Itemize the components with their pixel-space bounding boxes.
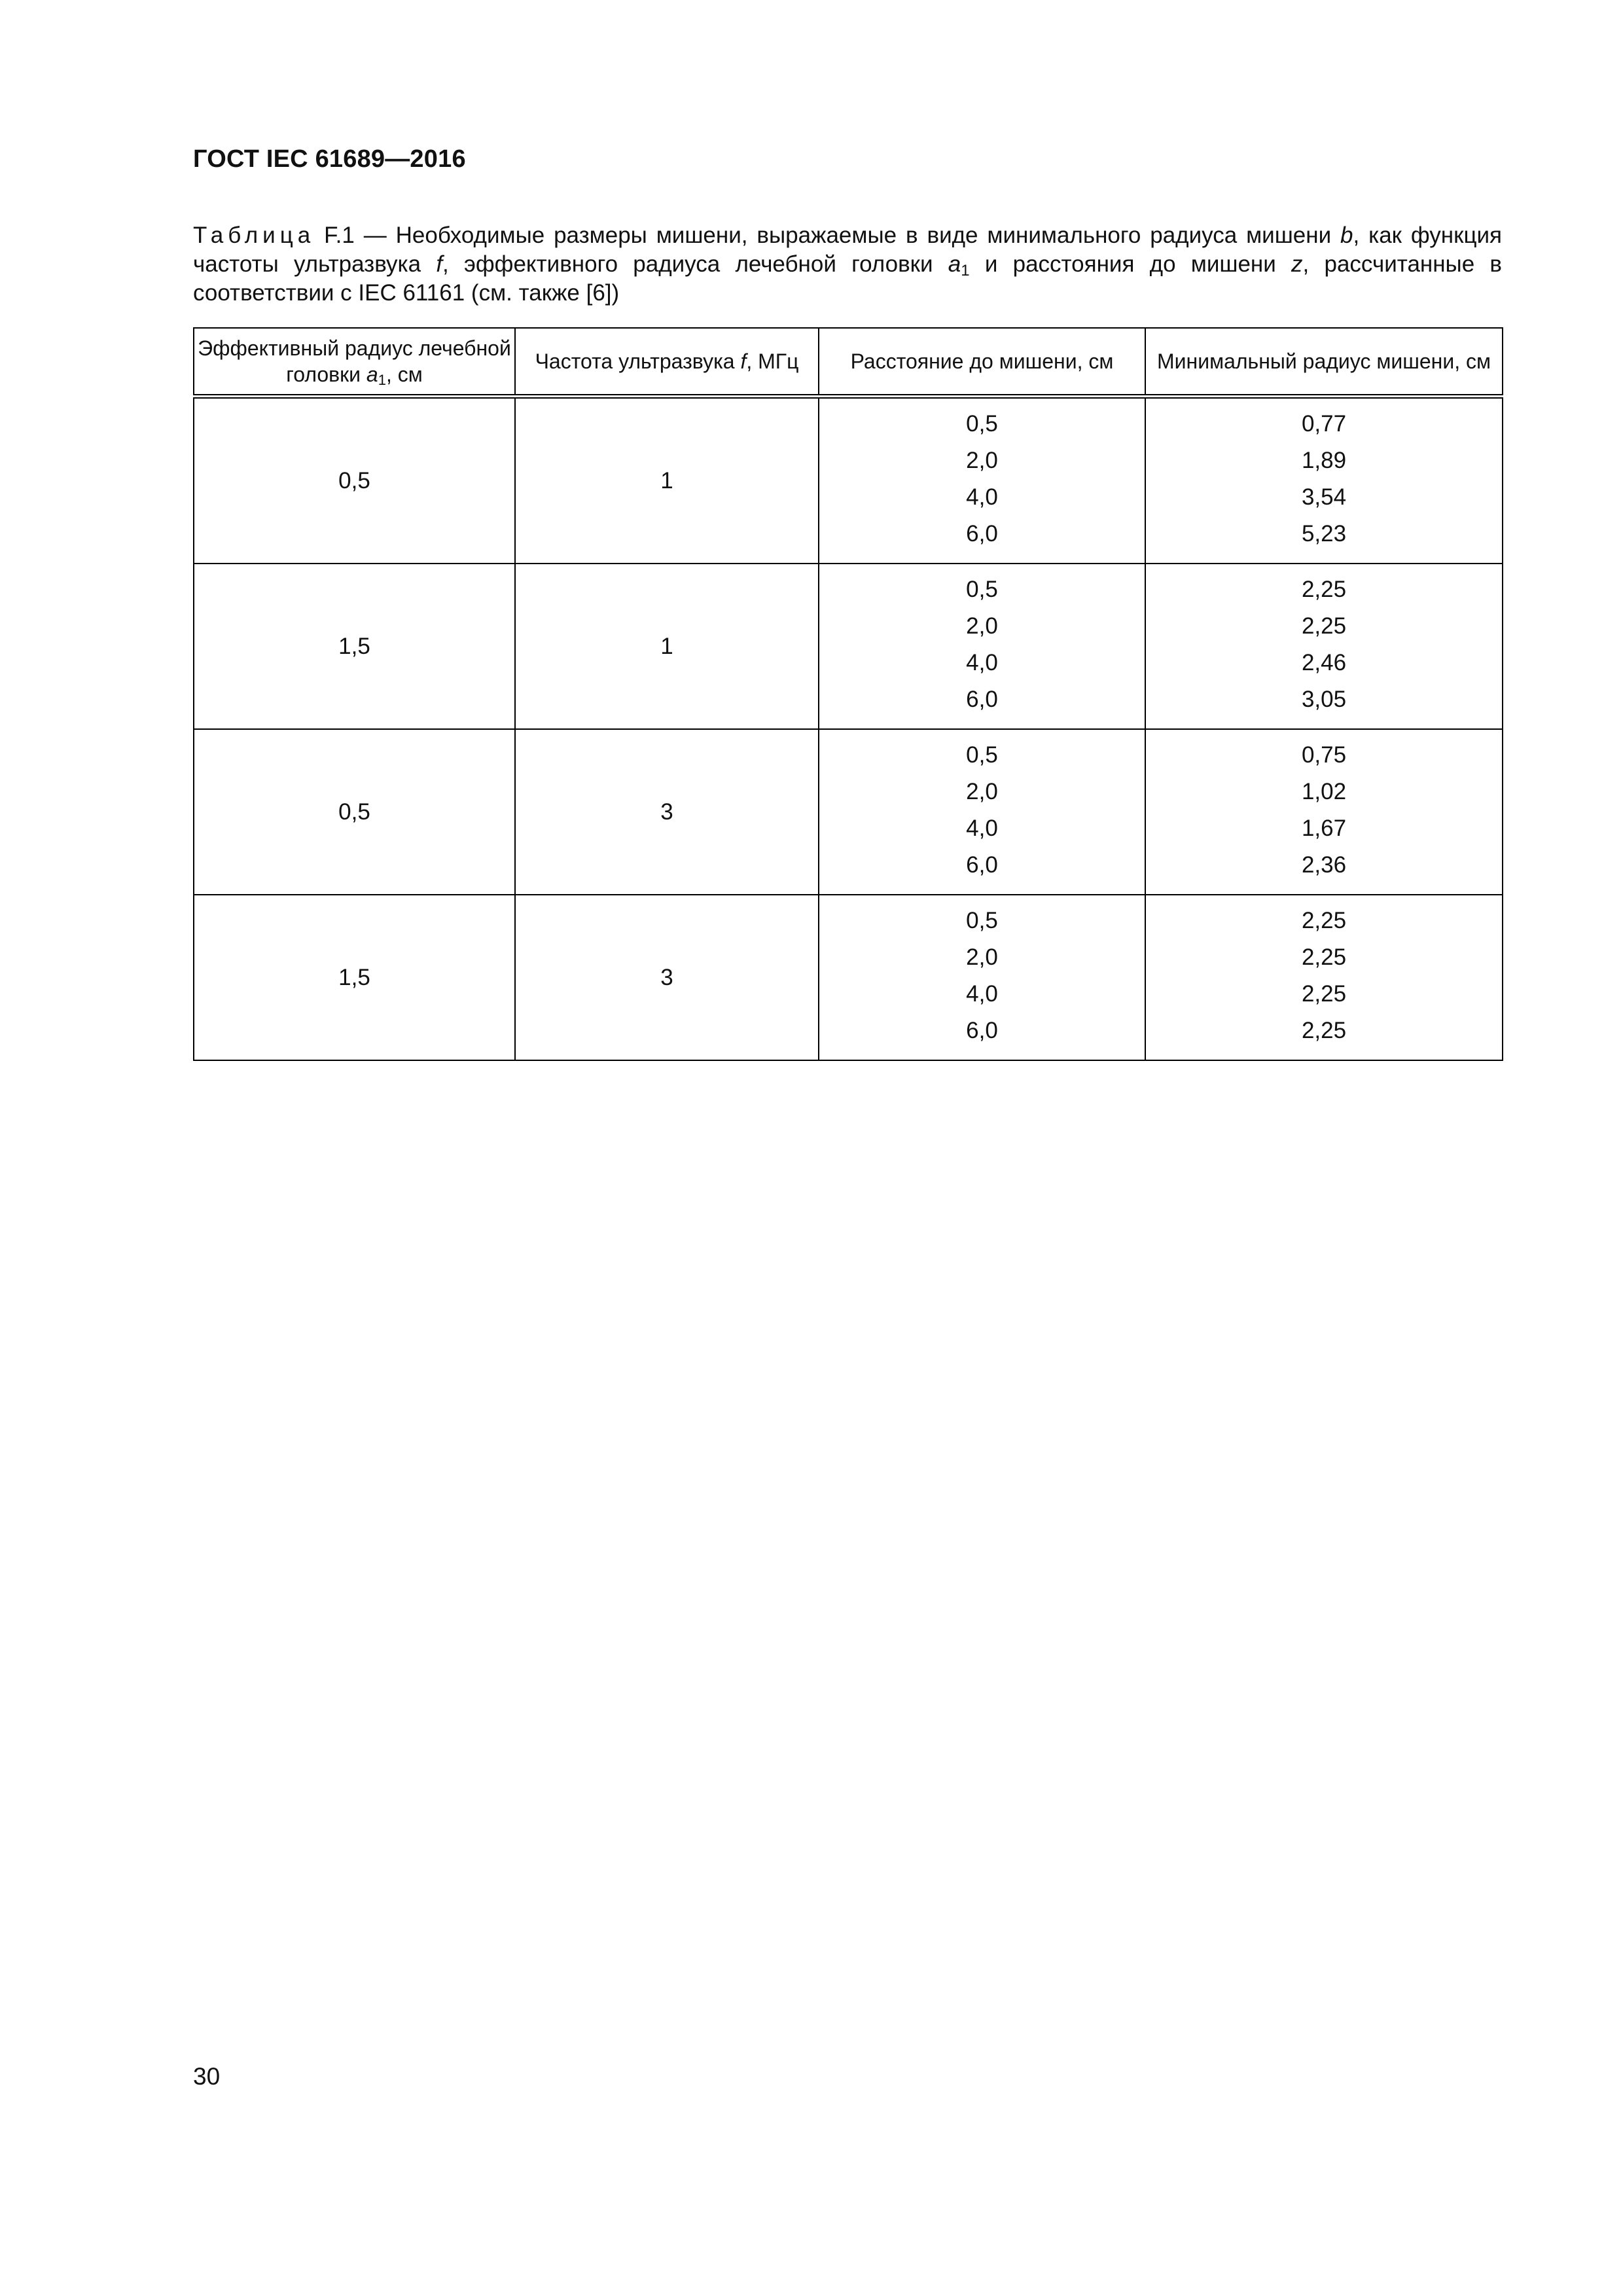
caption-sub-1: 1: [961, 262, 970, 279]
distance-value: 6,0: [966, 521, 998, 547]
cell-distances: [819, 895, 1145, 1060]
caption-text-2: , как функция частоты ультразвука: [193, 223, 1502, 277]
header-frequency: Частота ультразвука f, МГц: [515, 328, 819, 397]
cell-min-radii: [1145, 729, 1503, 895]
caption-var-b: b: [1340, 223, 1353, 248]
min-radius-value: 2,25: [1301, 613, 1347, 639]
caption-text-3: , эффективного радиуса лечебной головки: [442, 251, 948, 277]
caption-text-4: и расстояния до мишени: [969, 251, 1292, 277]
table-caption: [193, 221, 1502, 308]
cell-radius: 1,5: [194, 564, 515, 729]
distance-value: 0,5: [966, 742, 998, 768]
table-row: [194, 729, 1503, 895]
min-radius-value: 1,67: [1301, 816, 1347, 841]
cell-min-radii: [1145, 895, 1503, 1060]
min-radius-value: 2,25: [1301, 577, 1347, 602]
cell-radius: 0,5: [194, 729, 515, 895]
min-radius-value: 1,89: [1301, 448, 1347, 473]
min-radius-value: 0,77: [1301, 411, 1347, 437]
distance-value: 6,0: [966, 852, 998, 878]
distance-value: 4,0: [966, 981, 998, 1007]
cell-frequency: 3: [515, 729, 819, 895]
min-radius-value: 2,25: [1301, 908, 1347, 933]
distance-value: 0,5: [966, 577, 998, 602]
cell-radius: 1,5: [194, 895, 515, 1060]
table-header-row: [194, 328, 1503, 397]
min-radius-value: 3,05: [1301, 687, 1347, 712]
header-effective-radius: Эффективный радиус лечебной головки $a_1$, см: [194, 328, 515, 397]
cell-frequency: 3: [515, 895, 819, 1060]
caption-var-z: z: [1291, 251, 1303, 277]
cell-radius: 0,5: [194, 397, 515, 564]
distance-value: 4,0: [966, 816, 998, 841]
min-radius-value: 2,25: [1301, 944, 1347, 970]
cell-frequency: 1: [515, 397, 819, 564]
distance-value: 4,0: [966, 484, 998, 510]
distance-value: 2,0: [966, 944, 998, 970]
document-header: ГОСТ IEC 61689—2016: [193, 145, 466, 173]
min-radius-value: 2,46: [1301, 650, 1347, 675]
cell-frequency: 1: [515, 564, 819, 729]
distance-value: 6,0: [966, 687, 998, 712]
caption-var-a: a: [948, 251, 961, 277]
distance-value: 4,0: [966, 650, 998, 675]
table-row: [194, 564, 1503, 729]
min-radius-value: 2,25: [1301, 981, 1347, 1007]
header-min-radius: Минимальный радиус мишени, см: [1145, 328, 1503, 397]
distance-value: 0,5: [966, 411, 998, 437]
caption-var-f: f: [436, 251, 443, 277]
min-radius-value: 2,25: [1301, 1018, 1347, 1043]
cell-distances: [819, 397, 1145, 564]
table-row: [194, 397, 1503, 564]
caption-lead: Таблица: [193, 223, 315, 248]
min-radius-value: 0,75: [1301, 742, 1347, 768]
target-size-table: [193, 327, 1503, 1061]
distance-value: 6,0: [966, 1018, 998, 1043]
caption-table-id: F.1: [324, 223, 355, 248]
distance-value: 2,0: [966, 448, 998, 473]
cell-min-radii: [1145, 564, 1503, 729]
header-distance: Расстояние до мишени, см: [819, 328, 1145, 397]
min-radius-value: 5,23: [1301, 521, 1347, 547]
caption-text-5: , рассчитанные в соответствии с IEC 61161 (см. также [6]): [193, 251, 1502, 306]
cell-distances: [819, 564, 1145, 729]
min-radius-value: 1,02: [1301, 779, 1347, 804]
table-row: [194, 895, 1503, 1060]
cell-distances: [819, 729, 1145, 895]
min-radius-value: 2,36: [1301, 852, 1347, 878]
distance-value: 0,5: [966, 908, 998, 933]
distance-value: 2,0: [966, 613, 998, 639]
cell-min-radii: [1145, 397, 1503, 564]
caption-text-1: — Необходимые размеры мишени, выражаемые в виде минимального радиуса мишени: [354, 223, 1341, 248]
page-number: 30: [193, 2063, 221, 2090]
min-radius-value: 3,54: [1301, 484, 1347, 510]
distance-value: 2,0: [966, 779, 998, 804]
